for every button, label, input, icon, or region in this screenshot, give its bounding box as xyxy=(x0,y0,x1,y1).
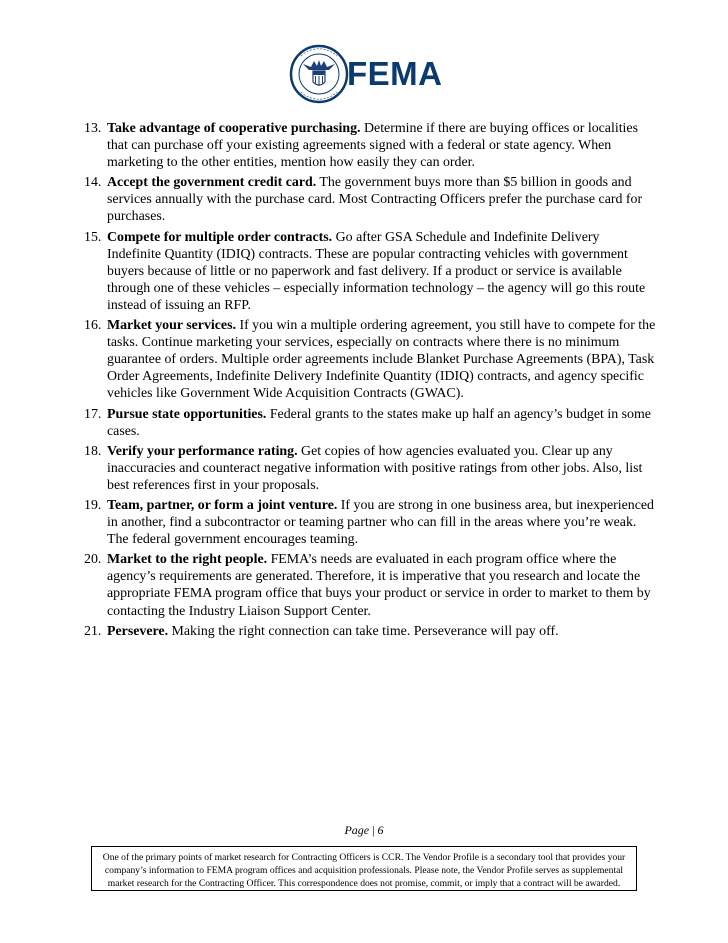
list-item xyxy=(84,443,656,494)
disclaimer-box xyxy=(91,846,637,891)
list-item xyxy=(84,120,656,171)
item-title: Persevere. xyxy=(107,623,169,639)
item-number: 18. xyxy=(84,443,102,459)
item-title: Take advantage of cooperative purchasing. xyxy=(107,121,361,136)
item-body: Federal grants to the states make up half an agency’s budget in some cases. xyxy=(107,406,651,439)
item-number: 16. xyxy=(84,318,102,334)
list-item xyxy=(84,551,656,619)
list-item xyxy=(84,229,656,314)
disclaimer-text: One of the primary points of market research for Contracting Officers is CCR. The Vendor Profile is a secondary tool that provides your company’s information to FEMA program offices and acquisition professionals. Please note, the Vendor Profile serves as supplemental market research for the Contracting Officer. This correspondence does not promise, commit, or imply that a contract will be awarded. xyxy=(102,852,626,889)
page-number-value: 6 xyxy=(377,823,384,837)
item-title: Accept the government credit card. xyxy=(107,175,317,191)
item-number: 21. xyxy=(84,623,102,639)
item-number: 14. xyxy=(84,175,102,191)
list-item xyxy=(84,497,656,548)
fema-wordmark: FEMA xyxy=(347,55,443,92)
item-title: Verify your performance rating. xyxy=(107,443,298,459)
item-number: 19. xyxy=(84,497,102,513)
list-item xyxy=(84,406,656,440)
item-title: Compete for multiple order contracts. xyxy=(107,229,333,245)
item-body: Determine if there are buying offices or localities that can purchase off your existing agreements signed with a federal or state agency. When marketing to the other entities, mention how easily they can order. xyxy=(107,121,638,171)
item-body: FEMA’s needs are evaluated in each program office where the agency’s requirements are generated. Therefore, it is imperative that you research and locate the appropriate FEMA program office that buys your product or service in order to market to them by contacting the Industry Liaison Support Center. xyxy=(107,552,651,619)
dhs-seal-icon xyxy=(289,42,349,106)
item-body: Get copies of how agencies evaluated you. Clear up any inaccuracies and counteract negative information with positive ratings from other jobs. Also, list best references first in your proposals. xyxy=(107,443,643,493)
item-number: 20. xyxy=(84,552,102,568)
item-title: Team, partner, or form a joint venture. xyxy=(107,497,338,513)
list-item xyxy=(84,623,656,640)
item-body: Making the right connection can take time. Perseverance will pay off. xyxy=(168,623,559,639)
page-separator: | xyxy=(372,823,375,837)
item-body: Go after GSA Schedule and Indefinite Delivery Indefinite Quantity (IDIQ) contracts. These are popular contracting vehicles with government buyers because of little or no paperwork and fast delivery. If a product or service is available through one of these vehicles – especially information technology – the agency will go this route instead of issuing an RFP. xyxy=(107,229,646,313)
tips-list xyxy=(84,120,656,643)
item-title: Pursue state opportunities. xyxy=(107,406,267,422)
fema-logo xyxy=(289,42,441,106)
item-title: Market your services. xyxy=(107,318,236,334)
item-body: If you are strong in one business area, but inexperienced in another, find a subcontractor or teaming partner who can fill in the areas where you’re weak. The federal government encourages teaming. xyxy=(107,497,655,548)
list-item xyxy=(84,317,656,402)
item-number: 17. xyxy=(84,406,102,422)
page-number xyxy=(0,823,728,838)
page-label: Page xyxy=(344,823,370,837)
item-body: The government buys more than $5 billion in goods and services annually with the purchase card. Most Contracting Officers prefer the purchase card for purchases. xyxy=(107,175,643,225)
item-title: Market to the right people. xyxy=(107,552,268,568)
item-body: If you win a multiple ordering agreement, you still have to compete for the tasks. Continue marketing your services, especially on contracts where there is no minimum guarantee of orders. Multiple order agreements include Blanket Purchase Agreements (BPA), Task Order Agreements, Indefinite Delivery Indefinite Quantity (IDIQ) contracts, and agency specific vehicles like Government Wide Acquisition Contracts (GWAC). xyxy=(107,318,656,402)
item-number: 13. xyxy=(84,121,102,136)
list-item xyxy=(84,174,656,225)
item-number: 15. xyxy=(84,229,102,245)
